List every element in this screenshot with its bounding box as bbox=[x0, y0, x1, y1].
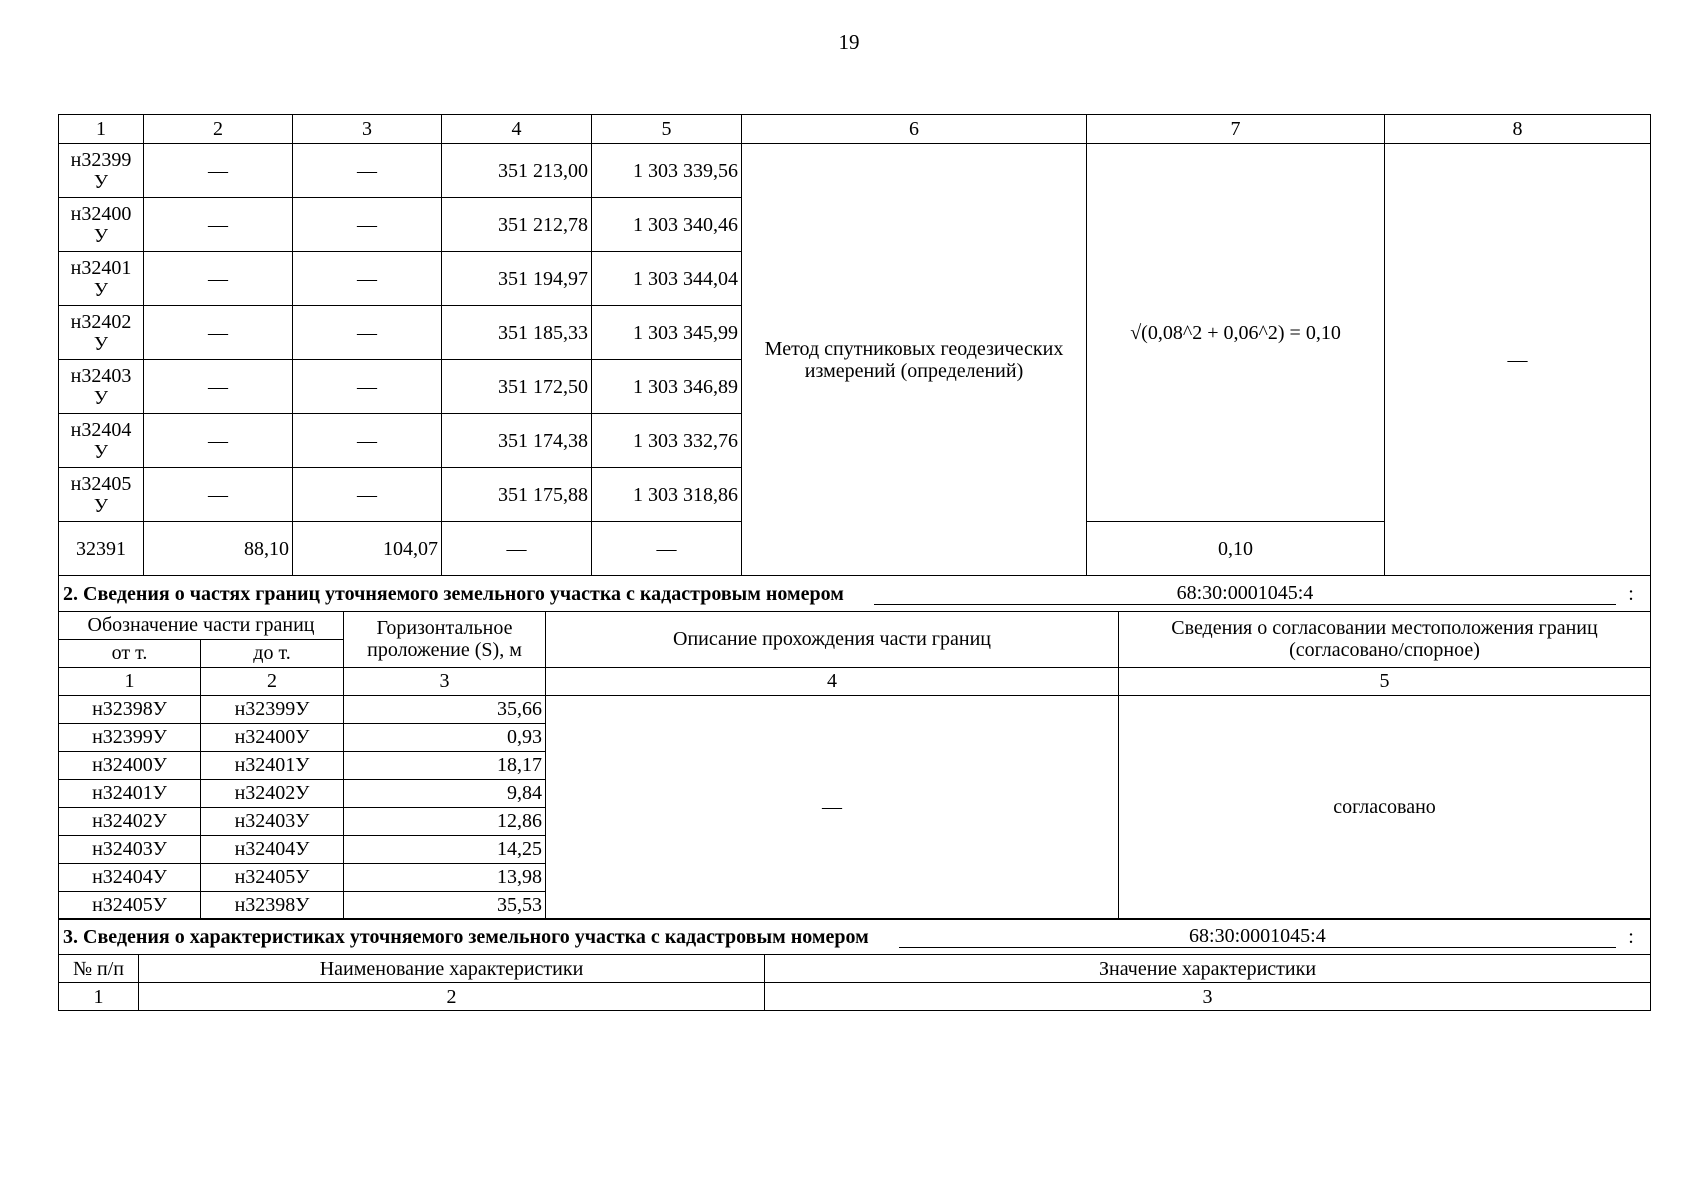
point-name: 32391 bbox=[59, 522, 144, 576]
parts-col-numbers bbox=[59, 667, 1651, 695]
header-cell: 8 bbox=[1385, 115, 1651, 144]
part-from: н32398У bbox=[59, 695, 201, 723]
part-length: 12,86 bbox=[344, 807, 546, 835]
header-cell: 7 bbox=[1087, 115, 1385, 144]
part-from: н32402У bbox=[59, 807, 201, 835]
point-name: н32401 У bbox=[59, 252, 144, 306]
part-from: н32400У bbox=[59, 751, 201, 779]
col-number: 2 bbox=[201, 667, 344, 695]
precision-cell: 0,10 bbox=[1087, 522, 1385, 576]
point-c3: — bbox=[293, 198, 442, 252]
point-name: н32399 У bbox=[59, 144, 144, 198]
part-to: н32400У bbox=[201, 723, 344, 751]
part-to: н32401У bbox=[201, 751, 344, 779]
point-y: 1 303 332,76 bbox=[592, 414, 742, 468]
point-y: 1 303 340,46 bbox=[592, 198, 742, 252]
point-y: 1 303 346,89 bbox=[592, 360, 742, 414]
part-length: 35,66 bbox=[344, 695, 546, 723]
point-x: 351 172,50 bbox=[442, 360, 592, 414]
col-number: 4 bbox=[546, 667, 1119, 695]
section2-title-row bbox=[59, 576, 1651, 612]
part-length: 35,53 bbox=[344, 891, 546, 919]
point-x: — bbox=[442, 522, 592, 576]
point-c3: — bbox=[293, 360, 442, 414]
section2-cad-number: 68:30:0001045:4 bbox=[874, 582, 1616, 605]
point-row bbox=[59, 144, 1651, 198]
part-from: н32401У bbox=[59, 779, 201, 807]
point-name: н32405 У bbox=[59, 468, 144, 522]
part-length: 14,25 bbox=[344, 835, 546, 863]
description-cell: — bbox=[546, 695, 1119, 919]
point-c2: 88,10 bbox=[144, 522, 293, 576]
point-x: 351 212,78 bbox=[442, 198, 592, 252]
point-name: н32402 У bbox=[59, 306, 144, 360]
point-c2: — bbox=[144, 144, 293, 198]
section3-title-row bbox=[59, 919, 1651, 955]
part-to: н32402У bbox=[201, 779, 344, 807]
section3-colon: : bbox=[1628, 926, 1634, 948]
part-length: 9,84 bbox=[344, 779, 546, 807]
document-body bbox=[58, 114, 1650, 1011]
point-x: 351 185,33 bbox=[442, 306, 592, 360]
header-cell: 2 bbox=[144, 115, 293, 144]
point-x: 351 194,97 bbox=[442, 252, 592, 306]
point-x: 351 175,88 bbox=[442, 468, 592, 522]
value-header: Значение характеристики bbox=[765, 955, 1651, 983]
description-header: Описание прохождения части границ bbox=[546, 611, 1119, 667]
point-y: 1 303 318,86 bbox=[592, 468, 742, 522]
boundary-parts-table bbox=[58, 611, 1651, 920]
point-c2: — bbox=[144, 252, 293, 306]
section3-title: 3. Сведения о характеристиках уточняемого земельного участка с кадастровым номером bbox=[63, 926, 869, 948]
points-table bbox=[58, 114, 1651, 612]
part-to: н32405У bbox=[201, 863, 344, 891]
part-from: н32405У bbox=[59, 891, 201, 919]
part-to: н32399У bbox=[201, 695, 344, 723]
part-to: н32404У bbox=[201, 835, 344, 863]
characteristics-header-row bbox=[59, 955, 1651, 983]
point-x: 351 213,00 bbox=[442, 144, 592, 198]
point-c3: — bbox=[293, 144, 442, 198]
point-name: н32404 У bbox=[59, 414, 144, 468]
point-c2: — bbox=[144, 414, 293, 468]
col-number: 1 bbox=[59, 667, 201, 695]
col-number: 1 bbox=[59, 983, 139, 1011]
header-cell: 4 bbox=[442, 115, 592, 144]
part-row bbox=[59, 695, 1651, 723]
section2-title: 2. Сведения о частях границ уточняемого земельного участка с кадастровым номером bbox=[63, 583, 844, 605]
point-c3: — bbox=[293, 252, 442, 306]
point-name: н32400 У bbox=[59, 198, 144, 252]
formula-cell: √(0,08^2 + 0,06^2) = 0,10 bbox=[1087, 144, 1385, 522]
num-header: № п/п bbox=[59, 955, 139, 983]
agreement-cell: согласовано bbox=[1119, 695, 1651, 919]
characteristics-col-numbers bbox=[59, 983, 1651, 1011]
col-number: 2 bbox=[139, 983, 765, 1011]
col-number: 5 bbox=[1119, 667, 1651, 695]
point-y: — bbox=[592, 522, 742, 576]
part-from: н32403У bbox=[59, 835, 201, 863]
point-c2: — bbox=[144, 306, 293, 360]
point-c2: — bbox=[144, 468, 293, 522]
point-c2: — bbox=[144, 360, 293, 414]
section2-colon: : bbox=[1628, 583, 1634, 605]
part-from: н32399У bbox=[59, 723, 201, 751]
point-x: 351 174,38 bbox=[442, 414, 592, 468]
designation-header: Обозначение части границ bbox=[59, 611, 344, 639]
point-c3: 104,07 bbox=[293, 522, 442, 576]
part-length: 13,98 bbox=[344, 863, 546, 891]
col-number: 3 bbox=[765, 983, 1651, 1011]
part-to: н32403У bbox=[201, 807, 344, 835]
point-c2: — bbox=[144, 198, 293, 252]
col8-cell: — bbox=[1385, 144, 1651, 576]
point-name: н32403 У bbox=[59, 360, 144, 414]
to-header: до т. bbox=[201, 639, 344, 667]
point-y: 1 303 345,99 bbox=[592, 306, 742, 360]
from-header: от т. bbox=[59, 639, 201, 667]
header-cell: 6 bbox=[742, 115, 1087, 144]
part-to: н32398У bbox=[201, 891, 344, 919]
point-y: 1 303 339,56 bbox=[592, 144, 742, 198]
point-c3: — bbox=[293, 414, 442, 468]
points-header-row bbox=[59, 115, 1651, 144]
point-c3: — bbox=[293, 468, 442, 522]
page-number: 19 bbox=[838, 30, 860, 54]
header-cell: 1 bbox=[59, 115, 144, 144]
point-c3: — bbox=[293, 306, 442, 360]
length-header: Горизонтальное проложение (S), м bbox=[344, 611, 546, 667]
characteristics-table bbox=[58, 918, 1651, 1011]
parts-header-row-1 bbox=[59, 611, 1651, 639]
part-length: 18,17 bbox=[344, 751, 546, 779]
part-from: н32404У bbox=[59, 863, 201, 891]
point-y: 1 303 344,04 bbox=[592, 252, 742, 306]
name-header: Наименование характеристики bbox=[139, 955, 765, 983]
section3-cad-number: 68:30:0001045:4 bbox=[899, 925, 1616, 948]
header-cell: 3 bbox=[293, 115, 442, 144]
header-cell: 5 bbox=[592, 115, 742, 144]
agreement-header: Сведения о согласовании местоположения границ (согласовано/спорное) bbox=[1119, 611, 1651, 667]
col-number: 3 bbox=[344, 667, 546, 695]
method-cell: Метод спутниковых геодезических измерений (определений) bbox=[742, 144, 1087, 576]
part-length: 0,93 bbox=[344, 723, 546, 751]
